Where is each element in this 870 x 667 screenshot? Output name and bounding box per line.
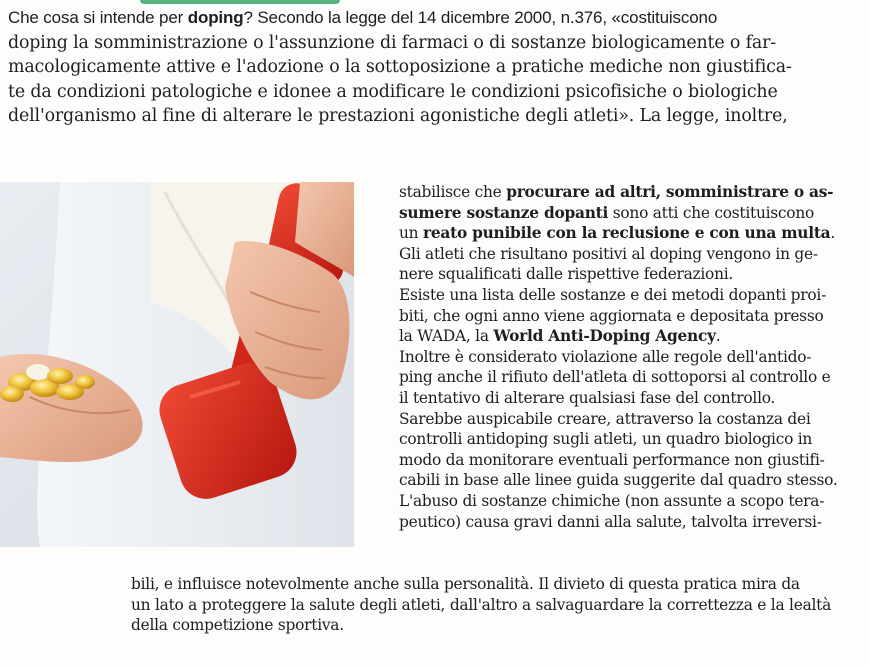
body-line: Gli atleti che risultano positivi al doping vengono in ge-: [399, 244, 818, 263]
body-line: bili, e influisce notevolmente anche sulla personalità. Il divieto di questa pratica mira da: [131, 575, 800, 593]
body-line: Esiste una lista delle sostanze e dei metodi dopanti proi-: [399, 285, 827, 304]
body-line: un lato a proteggere la salute degli atleti, dall'altro a salvaguardare la correttezza e la lealtà: [131, 595, 832, 614]
body-line: controlli antidoping sugli atleti, un quadro biologico in: [399, 430, 813, 449]
body-line: sumere sostanze dopanti sono atti che costituiscono: [399, 203, 815, 222]
intro-line: dell'organismo al fine di alterare le prestazioni agonistiche degli atleti». La legge, inoltre,: [8, 106, 788, 127]
body-line: cabili in base alle linee guida suggerite dal quadro stesso.: [399, 471, 838, 490]
intro-line: doping la somministrazione o l'assunzione di farmaci o di sostanze biologicamente o far-: [8, 32, 776, 53]
body-line: il tentativo di alterare qualsiasi fase del controllo.: [399, 388, 776, 407]
body-line: modo da monitorare eventuali performance non giustifi-: [399, 450, 825, 469]
header-accent-bar: [140, 0, 340, 4]
intro-paragraph: [8, 6, 864, 129]
body-line: la WADA, la World Anti-Doping Agency.: [399, 327, 721, 346]
body-line: Sarebbe auspicabile creare, attraverso la costanza dei: [399, 409, 811, 428]
doping-photo: [0, 182, 354, 547]
body-line: ping anche il rifiuto dell'atleta di sottoporsi al controllo e: [399, 368, 831, 387]
intro-line: macologicamente attive e l'adozione o la sottoposizione a pratiche mediche non giustifica-: [8, 57, 792, 78]
closing-paragraph: [131, 574, 856, 636]
body-line: L'abuso di sostanze chimiche (non assunte a scopo tera-: [399, 491, 825, 510]
body-line: Inoltre è considerato violazione alle regole dell'antido-: [399, 347, 812, 366]
body-line: biti, che ogni anno viene aggiornata e depositata presso: [399, 306, 824, 325]
body-line: stabilisce che procurare ad altri, somministrare o as-: [399, 183, 834, 201]
body-column: [399, 182, 851, 532]
body-line: della competizione sportiva.: [131, 616, 344, 635]
body-line: nere squalificati dalle rispettive federazioni.: [399, 265, 734, 284]
keyword-doping: doping: [187, 8, 244, 27]
body-line: peutico) causa gravi danni alla salute, talvolta irreversi-: [399, 512, 822, 531]
body-line: un reato punibile con la reclusione e con una multa.: [399, 224, 836, 243]
intro-line: Che cosa si intende per doping? Secondo la legge del 14 dicembre 2000, n.376, «costituiscono: [8, 8, 718, 27]
photo-illustration: [0, 182, 354, 547]
intro-line: te da condizioni patologiche e idonee a modificare le condizioni psicofisiche o biologiche: [8, 81, 778, 102]
